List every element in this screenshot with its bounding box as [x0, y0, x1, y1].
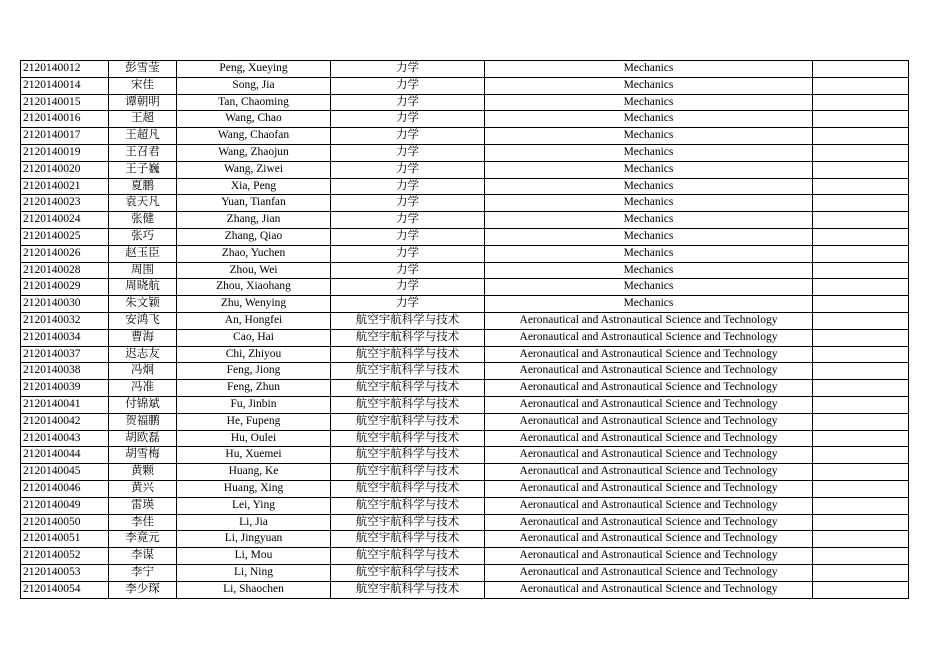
note-cell: [813, 279, 909, 296]
major-english-cell: Mechanics: [485, 262, 813, 279]
english-name-cell: An, Hongfei: [177, 312, 331, 329]
chinese-name-cell: 王召君: [109, 144, 177, 161]
major-english-cell: Aeronautical and Astronautical Science and Technology: [485, 430, 813, 447]
table-row: [21, 497, 909, 514]
student-id-cell: 2120140046: [21, 480, 109, 497]
chinese-name-cell: 黄颗: [109, 464, 177, 481]
note-cell: [813, 212, 909, 229]
note-cell: [813, 531, 909, 548]
student-id-cell: 2120140050: [21, 514, 109, 531]
table-row: [21, 61, 909, 78]
student-id-cell: 2120140016: [21, 111, 109, 128]
table-row: [21, 430, 909, 447]
english-name-cell: Li, Mou: [177, 548, 331, 565]
chinese-name-cell: 王子巍: [109, 161, 177, 178]
table-row: [21, 262, 909, 279]
table-row: [21, 161, 909, 178]
student-id-cell: 2120140029: [21, 279, 109, 296]
major-chinese-cell: 力学: [331, 161, 485, 178]
note-cell: [813, 312, 909, 329]
major-english-cell: Aeronautical and Astronautical Science and Technology: [485, 329, 813, 346]
student-id-cell: 2120140037: [21, 346, 109, 363]
note-cell: [813, 61, 909, 78]
major-english-cell: Mechanics: [485, 94, 813, 111]
table-row: [21, 178, 909, 195]
major-english-cell: Aeronautical and Astronautical Science and Technology: [485, 581, 813, 598]
chinese-name-cell: 周晓航: [109, 279, 177, 296]
student-id-cell: 2120140042: [21, 413, 109, 430]
english-name-cell: Hu, Oulei: [177, 430, 331, 447]
chinese-name-cell: 赵玉臣: [109, 245, 177, 262]
table-row: [21, 380, 909, 397]
major-chinese-cell: 航空宇航科学与技术: [331, 497, 485, 514]
major-english-cell: Mechanics: [485, 279, 813, 296]
major-english-cell: Mechanics: [485, 195, 813, 212]
major-chinese-cell: 力学: [331, 77, 485, 94]
student-id-cell: 2120140019: [21, 144, 109, 161]
english-name-cell: Peng, Xueying: [177, 61, 331, 78]
table-row: [21, 581, 909, 598]
major-chinese-cell: 力学: [331, 262, 485, 279]
major-english-cell: Mechanics: [485, 61, 813, 78]
english-name-cell: Wang, Chao: [177, 111, 331, 128]
major-english-cell: Mechanics: [485, 178, 813, 195]
english-name-cell: Zhang, Qiao: [177, 228, 331, 245]
note-cell: [813, 94, 909, 111]
english-name-cell: Wang, Ziwei: [177, 161, 331, 178]
major-chinese-cell: 力学: [331, 212, 485, 229]
chinese-name-cell: 迟志友: [109, 346, 177, 363]
major-english-cell: Aeronautical and Astronautical Science and Technology: [485, 480, 813, 497]
table-row: [21, 363, 909, 380]
major-chinese-cell: 航空宇航科学与技术: [331, 548, 485, 565]
major-chinese-cell: 航空宇航科学与技术: [331, 363, 485, 380]
major-chinese-cell: 力学: [331, 296, 485, 313]
major-english-cell: Aeronautical and Astronautical Science and Technology: [485, 447, 813, 464]
chinese-name-cell: 李宁: [109, 564, 177, 581]
note-cell: [813, 144, 909, 161]
major-chinese-cell: 力学: [331, 279, 485, 296]
major-english-cell: Mechanics: [485, 161, 813, 178]
chinese-name-cell: 雷瑛: [109, 497, 177, 514]
major-chinese-cell: 力学: [331, 111, 485, 128]
student-id-cell: 2120140054: [21, 581, 109, 598]
table-row: [21, 195, 909, 212]
major-english-cell: Mechanics: [485, 228, 813, 245]
english-name-cell: Cao, Hai: [177, 329, 331, 346]
major-chinese-cell: 力学: [331, 195, 485, 212]
english-name-cell: Zhu, Wenying: [177, 296, 331, 313]
note-cell: [813, 497, 909, 514]
note-cell: [813, 564, 909, 581]
student-id-cell: 2120140051: [21, 531, 109, 548]
chinese-name-cell: 李竟元: [109, 531, 177, 548]
note-cell: [813, 514, 909, 531]
table-row: [21, 245, 909, 262]
english-name-cell: Zhou, Wei: [177, 262, 331, 279]
table-row: [21, 296, 909, 313]
student-id-cell: 2120140021: [21, 178, 109, 195]
student-id-cell: 2120140044: [21, 447, 109, 464]
chinese-name-cell: 冯准: [109, 380, 177, 397]
english-name-cell: Li, Shaochen: [177, 581, 331, 598]
major-chinese-cell: 航空宇航科学与技术: [331, 464, 485, 481]
major-english-cell: Mechanics: [485, 128, 813, 145]
major-english-cell: Aeronautical and Astronautical Science and Technology: [485, 564, 813, 581]
chinese-name-cell: 冯炯: [109, 363, 177, 380]
note-cell: [813, 447, 909, 464]
major-english-cell: Mechanics: [485, 296, 813, 313]
student-id-cell: 2120140034: [21, 329, 109, 346]
student-id-cell: 2120140052: [21, 548, 109, 565]
chinese-name-cell: 张巧: [109, 228, 177, 245]
table-row: [21, 480, 909, 497]
english-name-cell: Huang, Ke: [177, 464, 331, 481]
english-name-cell: Li, Jingyuan: [177, 531, 331, 548]
major-english-cell: Mechanics: [485, 245, 813, 262]
student-id-cell: 2120140017: [21, 128, 109, 145]
major-english-cell: Aeronautical and Astronautical Science and Technology: [485, 548, 813, 565]
chinese-name-cell: 袁天凡: [109, 195, 177, 212]
table-row: [21, 111, 909, 128]
english-name-cell: Huang, Xing: [177, 480, 331, 497]
chinese-name-cell: 谭朝明: [109, 94, 177, 111]
major-english-cell: Aeronautical and Astronautical Science and Technology: [485, 346, 813, 363]
major-chinese-cell: 航空宇航科学与技术: [331, 564, 485, 581]
english-name-cell: Fu, Jinbin: [177, 396, 331, 413]
note-cell: [813, 228, 909, 245]
note-cell: [813, 195, 909, 212]
english-name-cell: Xia, Peng: [177, 178, 331, 195]
student-id-cell: 2120140028: [21, 262, 109, 279]
english-name-cell: Wang, Zhaojun: [177, 144, 331, 161]
major-chinese-cell: 航空宇航科学与技术: [331, 413, 485, 430]
major-english-cell: Mechanics: [485, 111, 813, 128]
chinese-name-cell: 曹海: [109, 329, 177, 346]
table-row: [21, 464, 909, 481]
major-chinese-cell: 航空宇航科学与技术: [331, 480, 485, 497]
table-row: [21, 548, 909, 565]
table-row: [21, 279, 909, 296]
english-name-cell: Feng, Jiong: [177, 363, 331, 380]
major-english-cell: Aeronautical and Astronautical Science and Technology: [485, 413, 813, 430]
major-chinese-cell: 力学: [331, 228, 485, 245]
major-english-cell: Mechanics: [485, 144, 813, 161]
note-cell: [813, 480, 909, 497]
english-name-cell: He, Fupeng: [177, 413, 331, 430]
student-list-table: [20, 60, 909, 599]
student-id-cell: 2120140025: [21, 228, 109, 245]
table-row: [21, 329, 909, 346]
english-name-cell: Zhou, Xiaohang: [177, 279, 331, 296]
major-english-cell: Aeronautical and Astronautical Science and Technology: [485, 514, 813, 531]
major-chinese-cell: 力学: [331, 61, 485, 78]
student-id-cell: 2120140043: [21, 430, 109, 447]
chinese-name-cell: 李谋: [109, 548, 177, 565]
major-english-cell: Mechanics: [485, 77, 813, 94]
student-id-cell: 2120140015: [21, 94, 109, 111]
major-chinese-cell: 航空宇航科学与技术: [331, 396, 485, 413]
table-row: [21, 531, 909, 548]
major-chinese-cell: 力学: [331, 128, 485, 145]
table-row: [21, 447, 909, 464]
note-cell: [813, 396, 909, 413]
english-name-cell: Chi, Zhiyou: [177, 346, 331, 363]
table-row: [21, 514, 909, 531]
major-chinese-cell: 力学: [331, 94, 485, 111]
english-name-cell: Li, Jia: [177, 514, 331, 531]
major-english-cell: Aeronautical and Astronautical Science and Technology: [485, 363, 813, 380]
major-english-cell: Aeronautical and Astronautical Science and Technology: [485, 396, 813, 413]
note-cell: [813, 128, 909, 145]
student-id-cell: 2120140023: [21, 195, 109, 212]
student-id-cell: 2120140038: [21, 363, 109, 380]
note-cell: [813, 346, 909, 363]
student-id-cell: 2120140045: [21, 464, 109, 481]
note-cell: [813, 161, 909, 178]
chinese-name-cell: 宋佳: [109, 77, 177, 94]
chinese-name-cell: 彭雪莹: [109, 61, 177, 78]
chinese-name-cell: 安鸿飞: [109, 312, 177, 329]
note-cell: [813, 548, 909, 565]
chinese-name-cell: 王超: [109, 111, 177, 128]
major-chinese-cell: 力学: [331, 144, 485, 161]
table-row: [21, 312, 909, 329]
student-id-cell: 2120140032: [21, 312, 109, 329]
english-name-cell: Zhao, Yuchen: [177, 245, 331, 262]
note-cell: [813, 363, 909, 380]
note-cell: [813, 178, 909, 195]
student-id-cell: 2120140014: [21, 77, 109, 94]
major-chinese-cell: 航空宇航科学与技术: [331, 312, 485, 329]
table-row: [21, 212, 909, 229]
student-id-cell: 2120140041: [21, 396, 109, 413]
major-chinese-cell: 航空宇航科学与技术: [331, 329, 485, 346]
student-id-cell: 2120140030: [21, 296, 109, 313]
table-row: [21, 128, 909, 145]
table-row: [21, 77, 909, 94]
english-name-cell: Li, Ning: [177, 564, 331, 581]
note-cell: [813, 380, 909, 397]
note-cell: [813, 329, 909, 346]
student-id-cell: 2120140039: [21, 380, 109, 397]
student-id-cell: 2120140053: [21, 564, 109, 581]
major-chinese-cell: 力学: [331, 178, 485, 195]
chinese-name-cell: 胡雪梅: [109, 447, 177, 464]
major-english-cell: Aeronautical and Astronautical Science and Technology: [485, 312, 813, 329]
chinese-name-cell: 贺福鹏: [109, 413, 177, 430]
major-english-cell: Aeronautical and Astronautical Science and Technology: [485, 531, 813, 548]
note-cell: [813, 296, 909, 313]
student-id-cell: 2120140012: [21, 61, 109, 78]
note-cell: [813, 77, 909, 94]
english-name-cell: Lei, Ying: [177, 497, 331, 514]
table-body: [21, 61, 909, 599]
english-name-cell: Tan, Chaoming: [177, 94, 331, 111]
student-id-cell: 2120140020: [21, 161, 109, 178]
major-chinese-cell: 力学: [331, 245, 485, 262]
table-row: [21, 94, 909, 111]
student-id-cell: 2120140024: [21, 212, 109, 229]
table-row: [21, 228, 909, 245]
major-english-cell: Aeronautical and Astronautical Science and Technology: [485, 380, 813, 397]
english-name-cell: Feng, Zhun: [177, 380, 331, 397]
major-chinese-cell: 航空宇航科学与技术: [331, 346, 485, 363]
chinese-name-cell: 朱文颖: [109, 296, 177, 313]
student-id-cell: 2120140049: [21, 497, 109, 514]
note-cell: [813, 430, 909, 447]
chinese-name-cell: 周围: [109, 262, 177, 279]
student-id-cell: 2120140026: [21, 245, 109, 262]
chinese-name-cell: 夏鹏: [109, 178, 177, 195]
chinese-name-cell: 张健: [109, 212, 177, 229]
english-name-cell: Song, Jia: [177, 77, 331, 94]
english-name-cell: Zhang, Jian: [177, 212, 331, 229]
table-row: [21, 413, 909, 430]
chinese-name-cell: 付锦斌: [109, 396, 177, 413]
note-cell: [813, 464, 909, 481]
note-cell: [813, 413, 909, 430]
english-name-cell: Wang, Chaofan: [177, 128, 331, 145]
table-row: [21, 144, 909, 161]
major-english-cell: Aeronautical and Astronautical Science and Technology: [485, 497, 813, 514]
major-chinese-cell: 航空宇航科学与技术: [331, 581, 485, 598]
table-row: [21, 346, 909, 363]
chinese-name-cell: 胡欧磊: [109, 430, 177, 447]
english-name-cell: Yuan, Tianfan: [177, 195, 331, 212]
major-english-cell: Mechanics: [485, 212, 813, 229]
note-cell: [813, 245, 909, 262]
chinese-name-cell: 王超凡: [109, 128, 177, 145]
major-chinese-cell: 航空宇航科学与技术: [331, 514, 485, 531]
major-chinese-cell: 航空宇航科学与技术: [331, 531, 485, 548]
chinese-name-cell: 李少琛: [109, 581, 177, 598]
major-chinese-cell: 航空宇航科学与技术: [331, 380, 485, 397]
chinese-name-cell: 黄兴: [109, 480, 177, 497]
chinese-name-cell: 李佳: [109, 514, 177, 531]
note-cell: [813, 111, 909, 128]
note-cell: [813, 262, 909, 279]
note-cell: [813, 581, 909, 598]
major-chinese-cell: 航空宇航科学与技术: [331, 447, 485, 464]
major-english-cell: Aeronautical and Astronautical Science and Technology: [485, 464, 813, 481]
english-name-cell: Hu, Xuemei: [177, 447, 331, 464]
table-row: [21, 564, 909, 581]
major-chinese-cell: 航空宇航科学与技术: [331, 430, 485, 447]
table-row: [21, 396, 909, 413]
